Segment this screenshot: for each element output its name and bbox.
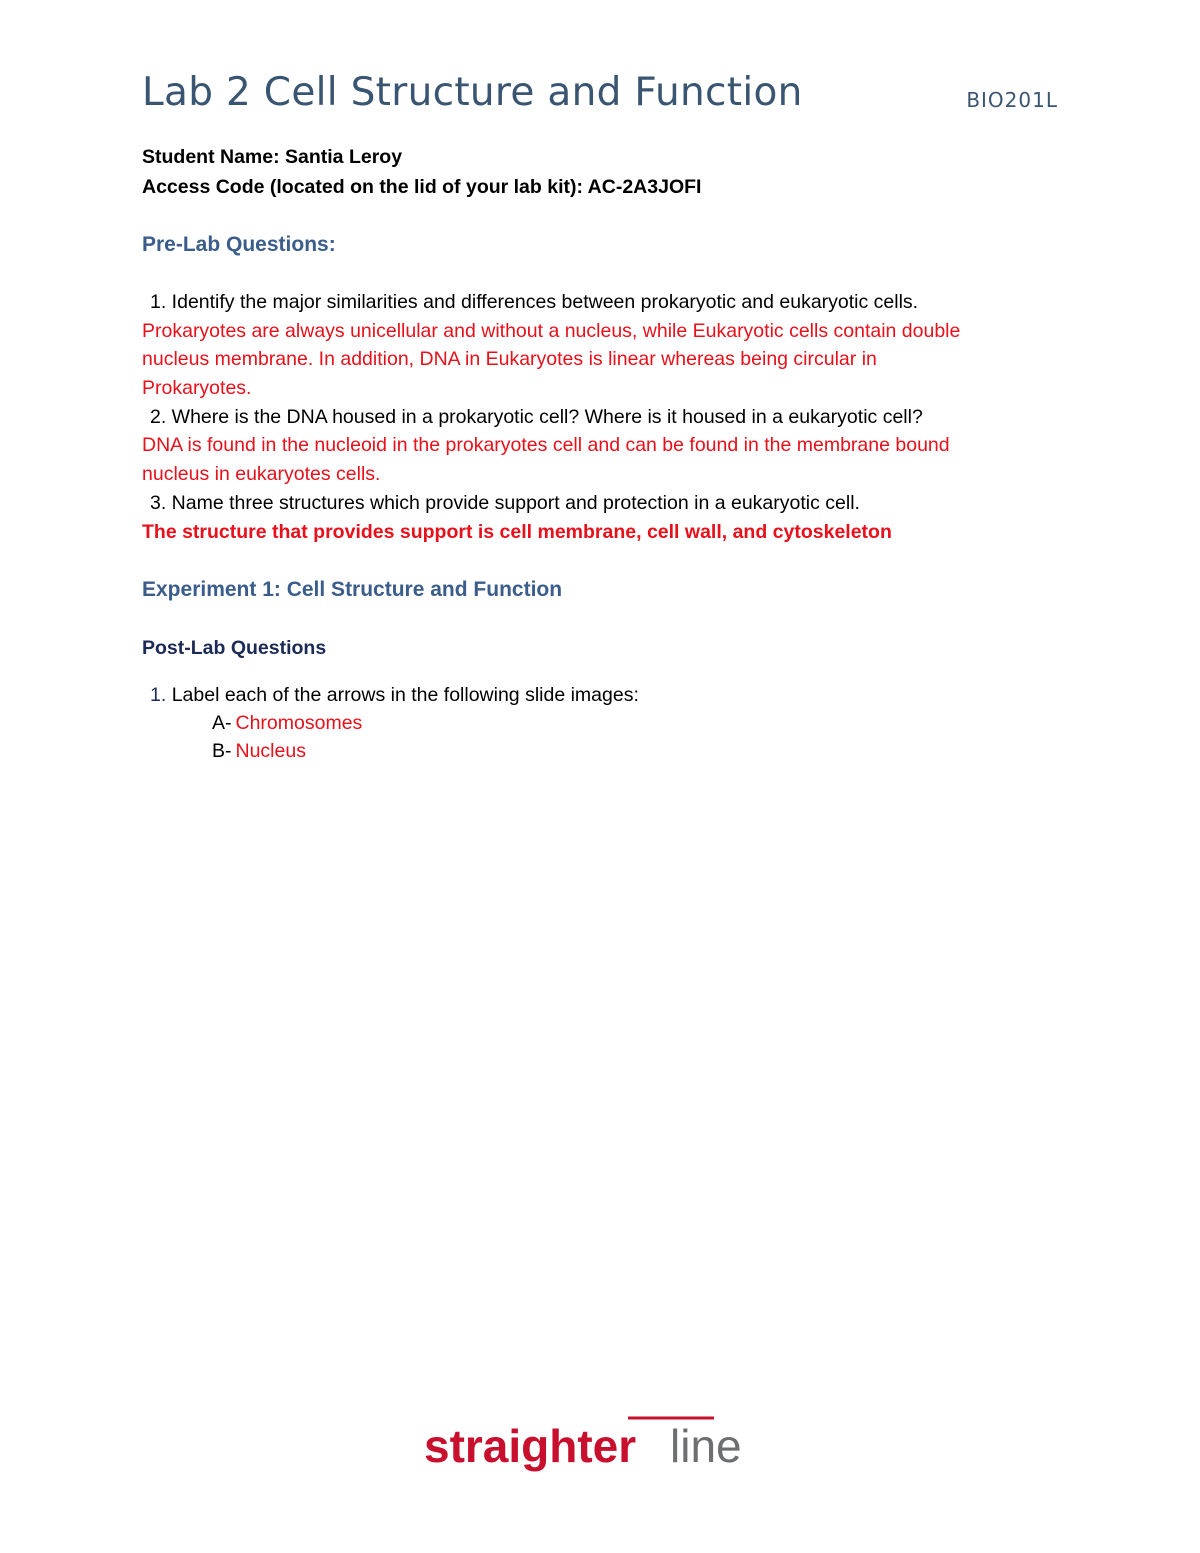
- postlab-heading: Post-Lab Questions: [142, 637, 327, 659]
- student-name: Student Name: Santia Leroy: [142, 146, 403, 168]
- logo-text-light: line: [670, 1420, 742, 1472]
- label-a-answer: Chromosomes: [235, 712, 363, 734]
- prelab-answer-1-line-1: Prokaryotes are always unicellular and without a nucleus, while Eukaryotic cells contain double: [142, 320, 961, 342]
- prelab-answer-1-line-2: nucleus membrane. In addition, DNA in Eukaryotes is linear whereas being circular in: [142, 348, 877, 370]
- prelab-answer-3: The structure that provides support is cell membrane, cell wall, and cytoskeleton: [142, 521, 892, 543]
- label-b-letter: B-: [212, 740, 232, 762]
- postlab-question-1: [150, 684, 639, 707]
- postlab-question-1-text: Label each of the arrows in the following slide images:: [171, 684, 639, 706]
- logo-text-bold: straighter: [424, 1420, 637, 1472]
- prelab-answer-2-line-2: nucleus in eukaryotes cells.: [142, 463, 381, 485]
- prelab-question-2: 2. Where is the DNA housed in a prokaryotic cell? Where is it housed in a eukaryotic cell?: [150, 406, 923, 428]
- course-code: BIO201L: [966, 88, 1058, 112]
- access-code: Access Code (located on the lid of your lab kit): AC-2A3JOFI: [142, 176, 702, 198]
- prelab-question-3: 3. Name three structures which provide support and protection in a eukaryotic cell.: [150, 492, 860, 514]
- document-title: Lab 2 Cell Structure and Function: [142, 70, 803, 115]
- prelab-answer-2-line-1: DNA is found in the nucleoid in the prokaryotes cell and can be found in the membrane bound: [142, 434, 950, 456]
- label-a-letter: A-: [212, 712, 232, 734]
- straighterline-logo: [424, 1414, 784, 1484]
- label-b: [212, 740, 306, 763]
- experiment-heading: Experiment 1: Cell Structure and Function: [142, 578, 563, 601]
- label-b-answer: Nucleus: [235, 740, 306, 762]
- postlab-question-1-number: 1.: [150, 684, 167, 706]
- prelab-heading: Pre-Lab Questions:: [142, 233, 336, 256]
- label-a: [212, 712, 362, 735]
- prelab-answer-1-line-3: Prokaryotes.: [142, 377, 252, 399]
- prelab-question-1: 1. Identify the major similarities and differences between prokaryotic and eukaryotic cells.: [150, 291, 919, 313]
